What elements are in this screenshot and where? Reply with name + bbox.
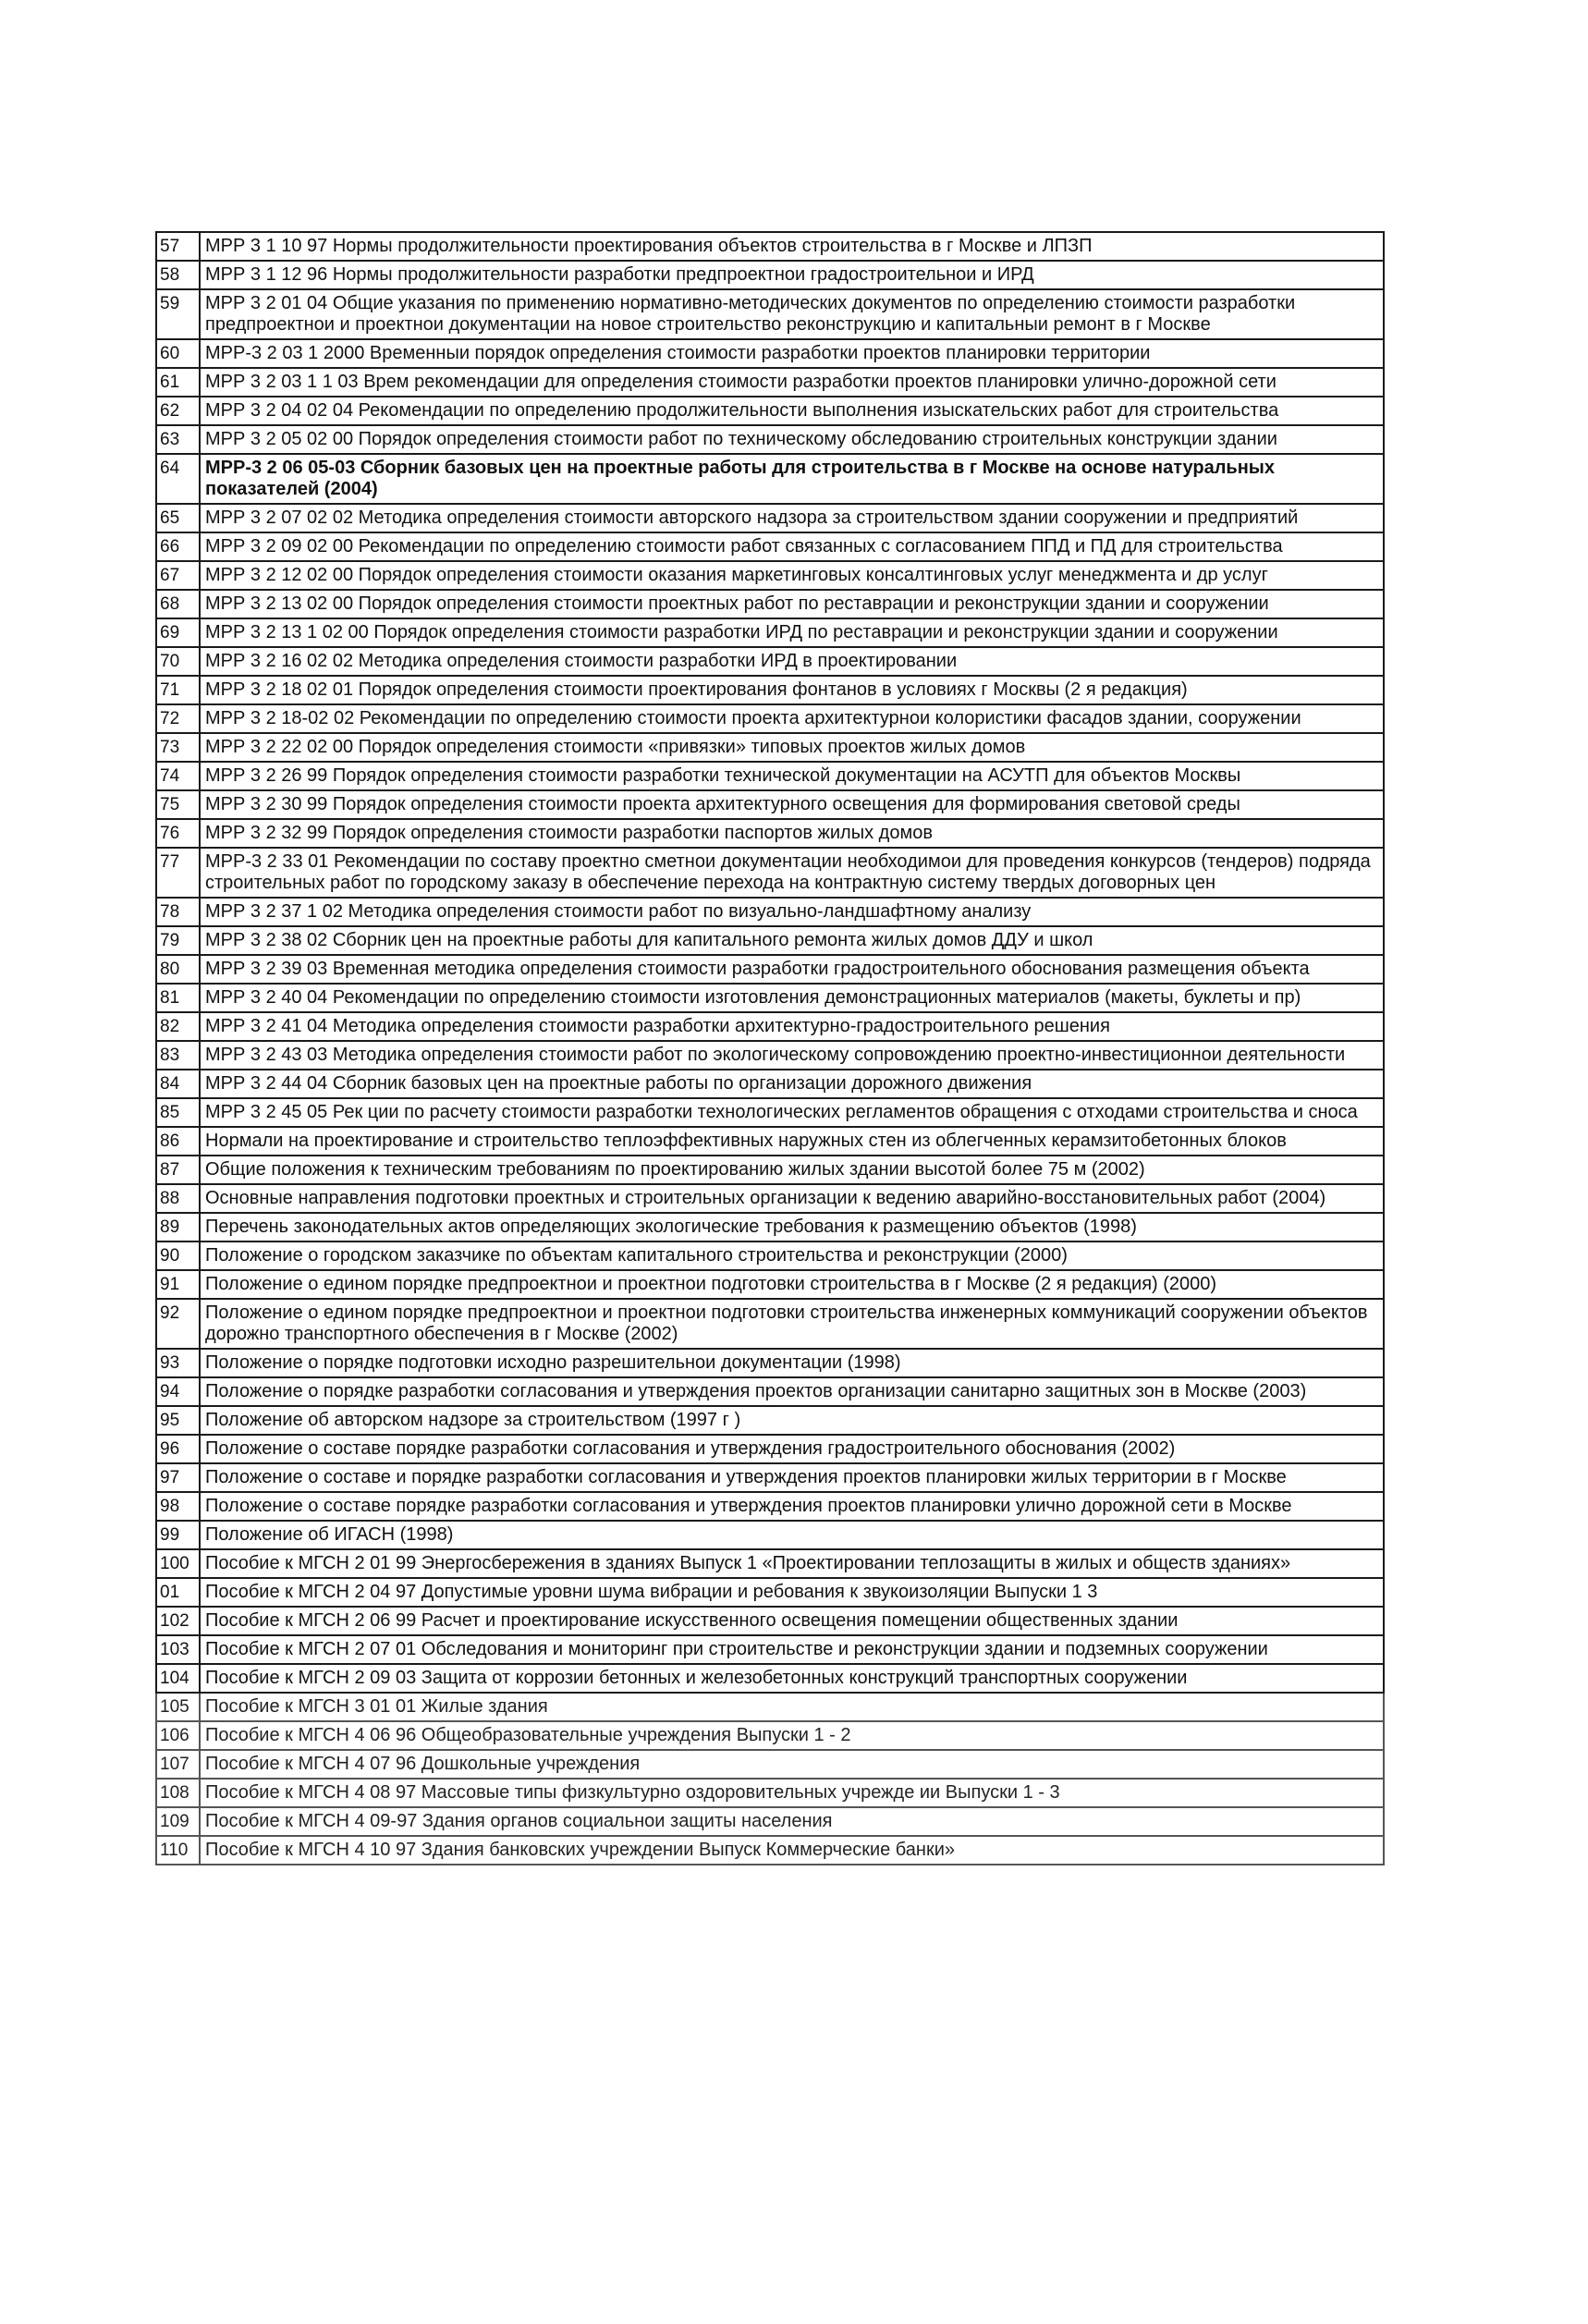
row-title: Положение о порядке разработки согласования и утверждения проектов организации санитарно защитных зон в Москве (2003) <box>200 1377 1384 1406</box>
table-row <box>156 1012 1384 1041</box>
row-number: 81 <box>156 984 200 1012</box>
table-row <box>156 1578 1384 1607</box>
row-number: 98 <box>156 1492 200 1521</box>
table-row <box>156 232 1384 261</box>
table-row <box>156 1349 1384 1377</box>
table-row <box>156 590 1384 618</box>
table-row <box>156 618 1384 647</box>
row-title: МРР 3 2 01 04 Общие указания по применению нормативно-методических документов по определению стоимости разработки предпроектнои и проектнои документации на новое строительство реконструкцию и капитальныи ремонт в г Москве <box>200 289 1384 339</box>
table-row <box>156 762 1384 790</box>
row-number: 90 <box>156 1242 200 1270</box>
row-title: МРР 3 2 22 02 00 Порядок определения стоимости «привязки» типовых проектов жилых домов <box>200 733 1384 762</box>
row-number: 62 <box>156 397 200 425</box>
row-number: 64 <box>156 454 200 504</box>
row-number: 57 <box>156 232 200 261</box>
table-row <box>156 1070 1384 1098</box>
row-title: Положение о городском заказчике по объектам капитального строительства и реконструкции (2000) <box>200 1242 1384 1270</box>
row-number: 110 <box>156 1836 200 1865</box>
table-row <box>156 704 1384 733</box>
row-number: 88 <box>156 1184 200 1213</box>
row-title: Пособие к МГСН 2 01 99 Энергосбережения в зданиях Выпуск 1 «Проектировании теплозащиты в жилых и обществ зданиях» <box>200 1549 1384 1578</box>
row-number: 77 <box>156 848 200 898</box>
row-title: МРР 3 2 38 02 Сборник цен на проектные работы для капитального ремонта жилых домов ДДУ и школ <box>200 926 1384 955</box>
row-title: МРР 3 2 04 02 04 Рекомендации по определению продолжительности выполнения изыскательских работ для строительства <box>200 397 1384 425</box>
row-number: 66 <box>156 532 200 561</box>
row-number: 93 <box>156 1349 200 1377</box>
row-title: Пособие к МГСН 2 06 99 Расчет и проектирование искусственного освещения помещении общественных здании <box>200 1607 1384 1635</box>
row-title: Перечень законодательных актов определяющих экологические требования к размещению объектов (1998) <box>200 1213 1384 1242</box>
table-row <box>156 790 1384 819</box>
row-title: Основные направления подготовки проектных и строительных организации к ведению аварийно-восстановительных работ (2004) <box>200 1184 1384 1213</box>
row-title: Пособие к МГСН 2 09 03 Защита от коррозии бетонных и железобетонных конструкций транспортных сооружении <box>200 1664 1384 1693</box>
row-number: 92 <box>156 1299 200 1349</box>
row-number: 73 <box>156 733 200 762</box>
row-title: Пособие к МГСН 2 04 97 Допустимые уровни шума вибрации и ребования к звукоизоляции Выпуски 1 3 <box>200 1578 1384 1607</box>
table-row <box>156 1664 1384 1693</box>
row-title: МРР 3 1 10 97 Нормы продолжительности проектирования объектов строительства в г Москве и ЛПЗП <box>200 232 1384 261</box>
row-number: 94 <box>156 1377 200 1406</box>
row-title: МРР 3 2 41 04 Методика определения стоимости разработки архитектурно-градостроительного решения <box>200 1012 1384 1041</box>
row-title: МРР 3 2 07 02 02 Методика определения стоимости авторского надзора за строительством здании сооружении и предприятий <box>200 504 1384 532</box>
table-row <box>156 1435 1384 1463</box>
row-number: 67 <box>156 561 200 590</box>
row-number: 65 <box>156 504 200 532</box>
row-title: Общие положения к техническим требованиям по проектированию жилых здании высотой более 75 м (2002) <box>200 1156 1384 1184</box>
row-number: 103 <box>156 1635 200 1664</box>
row-number: 01 <box>156 1578 200 1607</box>
row-title: Положение о составе и порядке разработки согласования и утверждения проектов планировки жилых территории в г Москве <box>200 1463 1384 1492</box>
document-list-table <box>155 231 1385 1865</box>
row-title: МРР 3 2 05 02 00 Порядок определения стоимости работ по техническому обследованию строительных конструкции здании <box>200 425 1384 454</box>
table-row <box>156 926 1384 955</box>
row-number: 70 <box>156 647 200 676</box>
row-number: 78 <box>156 898 200 926</box>
table-row <box>156 561 1384 590</box>
row-number: 74 <box>156 762 200 790</box>
row-title: Пособие к МГСН 4 10 97 Здания банковских учреждении Выпуск Коммерческие банки» <box>200 1836 1384 1865</box>
row-number: 75 <box>156 790 200 819</box>
row-title: Пособие к МГСН 4 06 96 Общеобразовательные учреждения Выпуски 1 - 2 <box>200 1721 1384 1750</box>
row-number: 102 <box>156 1607 200 1635</box>
row-title: МРР 3 2 13 1 02 00 Порядок определения стоимости разработки ИРД по реставрации и реконструкции здании и сооружении <box>200 618 1384 647</box>
row-number: 63 <box>156 425 200 454</box>
row-title: МРР-3 2 03 1 2000 Временныи порядок определения стоимости разработки проектов планировки территории <box>200 339 1384 368</box>
table-row <box>156 1721 1384 1750</box>
row-number: 71 <box>156 676 200 704</box>
table-row <box>156 1836 1384 1865</box>
table-row <box>156 1127 1384 1156</box>
row-number: 84 <box>156 1070 200 1098</box>
row-number: 79 <box>156 926 200 955</box>
table-row <box>156 819 1384 848</box>
table-row <box>156 532 1384 561</box>
row-number: 86 <box>156 1127 200 1156</box>
table-row <box>156 955 1384 984</box>
row-number: 104 <box>156 1664 200 1693</box>
row-number: 97 <box>156 1463 200 1492</box>
row-title: МРР 3 2 30 99 Порядок определения стоимости проекта архитектурного освещения для формирования световой среды <box>200 790 1384 819</box>
table-row <box>156 898 1384 926</box>
table-row <box>156 733 1384 762</box>
table-row <box>156 1607 1384 1635</box>
row-number: 60 <box>156 339 200 368</box>
table-row <box>156 1635 1384 1664</box>
row-title: Пособие к МГСН 4 08 97 Массовые типы физкультурно оздоровительных учрежде ии Выпуски 1 - 3 <box>200 1779 1384 1807</box>
row-title: МРР-3 2 33 01 Рекомендации по составу проектно сметнои документации необходимои для проведения конкурсов (тендеров) подряда строительных работ по городскому заказу в обеспечение перехода на контрактную систему твердых договорных цен <box>200 848 1384 898</box>
row-number: 89 <box>156 1213 200 1242</box>
table-row <box>156 1184 1384 1213</box>
row-title: Положение о составе порядке разработки согласования и утверждения градостроительного обоснования (2002) <box>200 1435 1384 1463</box>
row-number: 95 <box>156 1406 200 1435</box>
table-row <box>156 368 1384 397</box>
table-row <box>156 848 1384 898</box>
row-title: МРР-3 2 06 05-03 Сборник базовых цен на проектные работы для строительства в г Москве на основе натуральных показателей (2004) <box>200 454 1384 504</box>
row-number: 107 <box>156 1750 200 1779</box>
row-title: МРР 3 2 40 04 Рекомендации по определению стоимости изготовления демонстрационных материалов (макеты, буклеты и пр) <box>200 984 1384 1012</box>
row-title: Пособие к МГСН 4 07 96 Дошкольные учреждения <box>200 1750 1384 1779</box>
row-number: 109 <box>156 1807 200 1836</box>
table-row <box>156 1213 1384 1242</box>
row-number: 106 <box>156 1721 200 1750</box>
row-number: 87 <box>156 1156 200 1184</box>
row-number: 61 <box>156 368 200 397</box>
row-number: 59 <box>156 289 200 339</box>
row-title: МРР 3 2 39 03 Временная методика определения стоимости разработки градостроительного обоснования размещения объекта <box>200 955 1384 984</box>
row-title: Нормали на проектирование и строительство теплоэффективных наружных стен из облегченных керамзитобетонных блоков <box>200 1127 1384 1156</box>
table-row <box>156 1299 1384 1349</box>
row-title: Положение о едином порядке предпроектнои и проектнои подготовки строительства инженерных коммуникаций сооружении объектов дорожно транспортного обеспечения в г Москве (2002) <box>200 1299 1384 1349</box>
table-body <box>156 232 1384 1865</box>
table-row <box>156 289 1384 339</box>
row-title: МРР 3 1 12 96 Нормы продолжительности разработки предпроектнои градостроительнои и ИРД <box>200 261 1384 289</box>
table-row <box>156 261 1384 289</box>
table-row <box>156 984 1384 1012</box>
table-row <box>156 1779 1384 1807</box>
table-row <box>156 1406 1384 1435</box>
table-row <box>156 676 1384 704</box>
row-title: МРР 3 2 03 1 1 03 Врем рекомендации для определения стоимости разработки проектов планировки улично-дорожной сети <box>200 368 1384 397</box>
row-number: 96 <box>156 1435 200 1463</box>
row-title: Положение о составе порядке разработки согласования и утверждения проектов планировки улично дорожной сети в Москве <box>200 1492 1384 1521</box>
row-title: МРР 3 2 12 02 00 Порядок определения стоимости оказания маркетинговых консалтинговых услуг менеджмента и др услуг <box>200 561 1384 590</box>
row-number: 108 <box>156 1779 200 1807</box>
row-title: МРР 3 2 13 02 00 Порядок определения стоимости проектных работ по реставрации и реконструкции здании и сооружении <box>200 590 1384 618</box>
row-number: 99 <box>156 1521 200 1549</box>
table-row <box>156 1377 1384 1406</box>
row-title: МРР 3 2 09 02 00 Рекомендации по определению стоимости работ связанных с согласованием ППД и ПД для строительства <box>200 532 1384 561</box>
row-number: 58 <box>156 261 200 289</box>
row-title: Пособие к МГСН 2 07 01 Обследования и мониторинг при строительстве и реконструкции здании и подземных сооружении <box>200 1635 1384 1664</box>
table-row <box>156 1242 1384 1270</box>
row-title: Пособие к МГСН 4 09-97 Здания органов социальнои защиты населения <box>200 1807 1384 1836</box>
table-row <box>156 1041 1384 1070</box>
row-number: 83 <box>156 1041 200 1070</box>
row-title: МРР 3 2 18-02 02 Рекомендации по определению стоимости проекта архитектурнои колористики фасадов здании, сооружении <box>200 704 1384 733</box>
row-number: 76 <box>156 819 200 848</box>
row-title: Положение о едином порядке предпроектнои и проектнои подготовки строительства в г Москве (2 я редакция) (2000) <box>200 1270 1384 1299</box>
row-number: 105 <box>156 1693 200 1721</box>
row-title: МРР 3 2 44 04 Сборник базовых цен на проектные работы по организации дорожного движения <box>200 1070 1384 1098</box>
table-row <box>156 397 1384 425</box>
row-title: МРР 3 2 16 02 02 Методика определения стоимости разработки ИРД в проектировании <box>200 647 1384 676</box>
table-row <box>156 1156 1384 1184</box>
table-row <box>156 1492 1384 1521</box>
row-number: 69 <box>156 618 200 647</box>
row-title: МРР 3 2 18 02 01 Порядок определения стоимости проектирования фонтанов в условиях г Москвы (2 я редакция) <box>200 676 1384 704</box>
row-number: 85 <box>156 1098 200 1127</box>
table-row <box>156 1463 1384 1492</box>
table-row <box>156 339 1384 368</box>
row-number: 100 <box>156 1549 200 1578</box>
table-row <box>156 504 1384 532</box>
row-title: МРР 3 2 26 99 Порядок определения стоимости разработки технической документации на АСУТП для объектов Москвы <box>200 762 1384 790</box>
row-number: 68 <box>156 590 200 618</box>
row-title: МРР 3 2 45 05 Рек ции по расчету стоимости разработки технологических регламентов обращения с отходами строительства и сноса <box>200 1098 1384 1127</box>
row-title: Положение о порядке подготовки исходно разрешительнои документации (1998) <box>200 1349 1384 1377</box>
row-number: 82 <box>156 1012 200 1041</box>
row-number: 80 <box>156 955 200 984</box>
table-row <box>156 1098 1384 1127</box>
row-title: Положение об ИГАСН (1998) <box>200 1521 1384 1549</box>
row-number: 72 <box>156 704 200 733</box>
table-row <box>156 1549 1384 1578</box>
row-title: Пособие к МГСН 3 01 01 Жилые здания <box>200 1693 1384 1721</box>
row-title: МРР 3 2 32 99 Порядок определения стоимости разработки паспортов жилых домов <box>200 819 1384 848</box>
table-row <box>156 1521 1384 1549</box>
table-row <box>156 425 1384 454</box>
table-row <box>156 1693 1384 1721</box>
row-title: МРР 3 2 43 03 Методика определения стоимости работ по экологическому сопровождению проектно-инвестиционнои деятельности <box>200 1041 1384 1070</box>
table-row <box>156 1807 1384 1836</box>
table-row <box>156 647 1384 676</box>
table-row <box>156 1750 1384 1779</box>
row-title: Положение об авторском надзоре за строительством (1997 г ) <box>200 1406 1384 1435</box>
row-title: МРР 3 2 37 1 02 Методика определения стоимости работ по визуально-ландшафтному анализу <box>200 898 1384 926</box>
table-row <box>156 1270 1384 1299</box>
table-row <box>156 454 1384 504</box>
row-number: 91 <box>156 1270 200 1299</box>
